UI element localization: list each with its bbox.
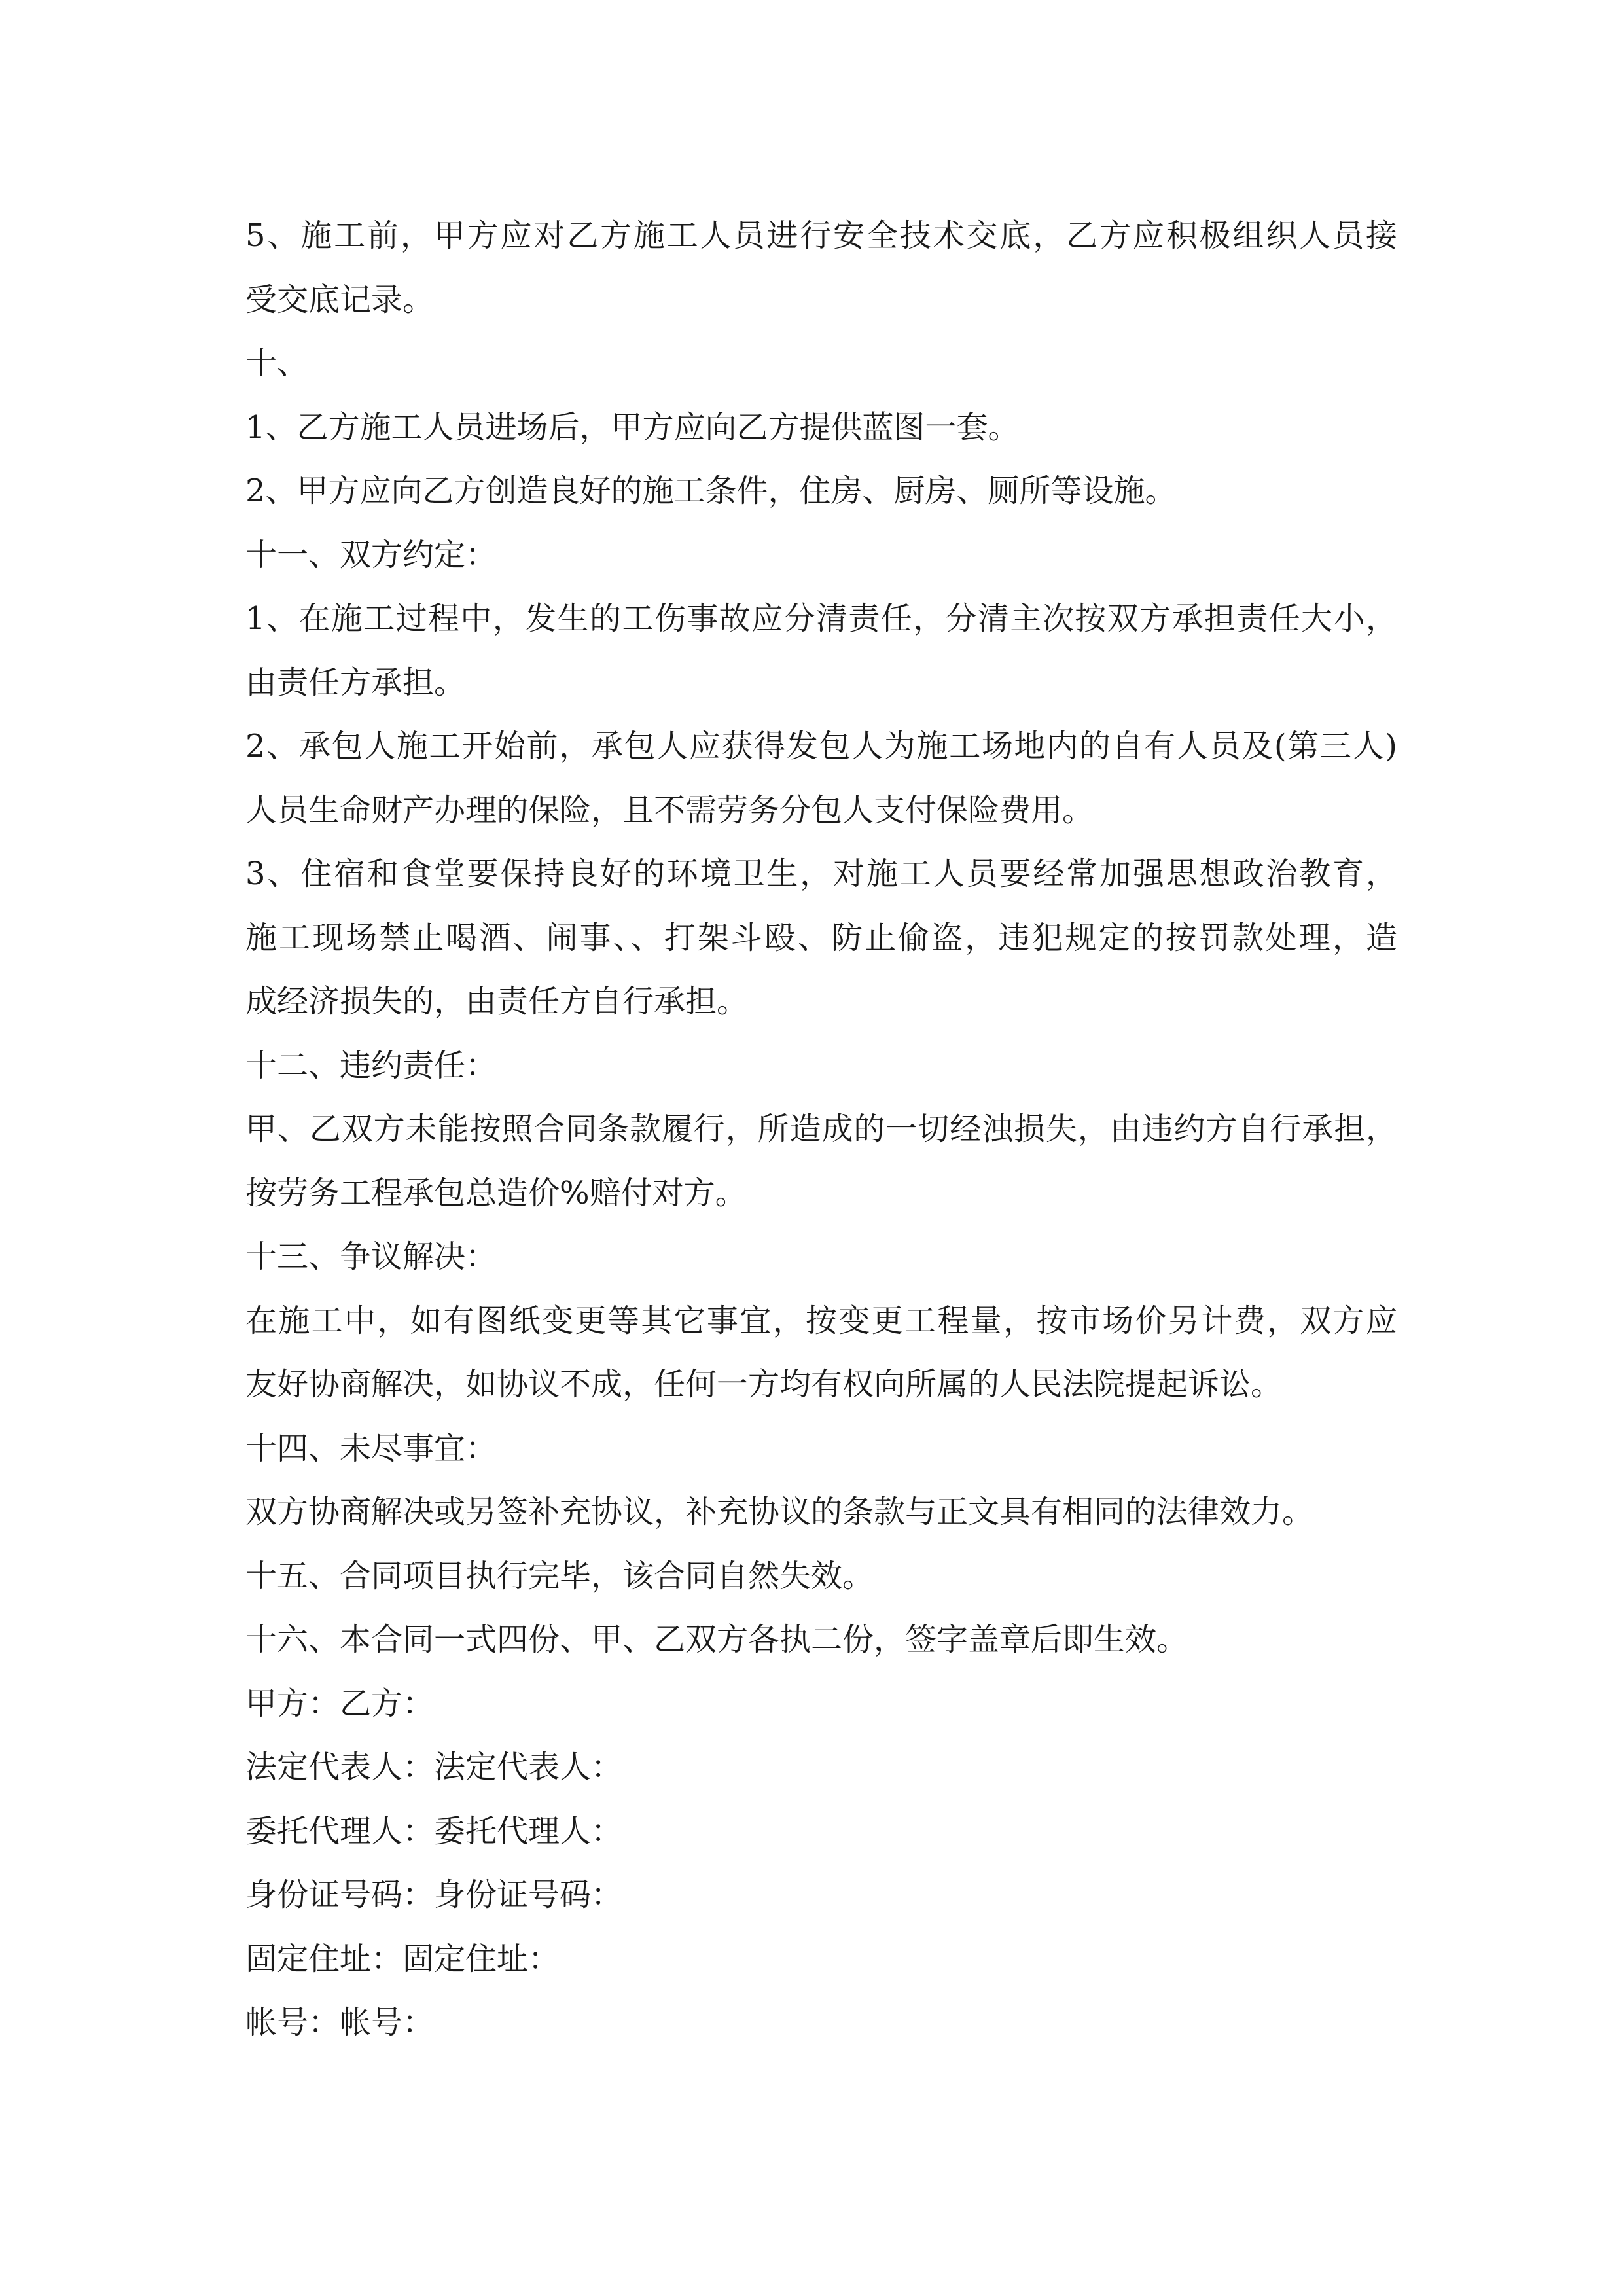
section-11-item-3-line-2: 施工现场禁止喝酒、闹事、、打架斗殴、防止偷盗，违犯规定的按罚款处理，造 — [245, 919, 1397, 956]
section-10-heading: 十、 — [245, 345, 309, 382]
signature-legal-representative: 法定代表人：法定代表人： — [245, 1749, 623, 1785]
section-14-heading: 十四、未尽事宜： — [245, 1429, 497, 1467]
section-11-item-3-line-1: 3、住宿和食堂要保持良好的环境卫生，对施工人员要经常加强思想政治教育， — [245, 855, 1397, 892]
section-13-text-line-1: 在施工中，如有图纸变更等其它事宜，按变更工程量，按市场价另计费，双方应 — [245, 1302, 1397, 1339]
signature-authorized-agent: 委托代理人：委托代理人： — [245, 1812, 623, 1850]
section-12-text-line-1: 甲、乙双方未能按照合同条款履行，所造成的一切经浊损失，由违约方自行承担， — [245, 1111, 1397, 1147]
clause-5-line-2: 受交底记录。 — [245, 281, 435, 318]
signature-account-number: 帐号：帐号： — [245, 2004, 435, 2041]
section-11-item-3-line-3: 成经济损失的，由责任方自行承担。 — [245, 983, 749, 1020]
section-11-item-1-line-2: 由责任方承担。 — [245, 664, 466, 701]
section-10-item-1: 1、乙方施工人员进场后，甲方应向乙方提供蓝图一套。 — [245, 408, 1020, 446]
section-11-heading: 十一、双方约定： — [245, 536, 497, 573]
document-body — [245, 204, 1397, 2055]
section-11-item-2-line-2: 人员生命财产办理的保险，且不需劳务分包人支付保险费用。 — [245, 791, 1094, 829]
signature-fixed-address: 固定住址：固定住址： — [245, 1940, 560, 1977]
clause-5-line-1: 5、施工前，甲方应对乙方施工人员进行安全技术交底，乙方应积极组织人员接 — [245, 217, 1397, 254]
section-12-heading: 十二、违约责任： — [245, 1047, 497, 1084]
section-13-text-line-2: 友好协商解决，如协议不成，任何一方均有权向所属的人民法院提起诉讼。 — [245, 1366, 1283, 1403]
section-15-text: 十五、合同项目执行完毕，该合同自然失效。 — [245, 1557, 874, 1594]
section-12-text-line-2: 按劳务工程承包总造价%赔付对方。 — [245, 1174, 747, 1211]
section-16-text: 十六、本合同一式四份、甲、乙双方各执二份，签字盖章后即生效。 — [245, 1621, 1188, 1658]
signature-id-number: 身份证号码：身份证号码： — [245, 1876, 623, 1913]
section-13-heading: 十三、争议解决： — [245, 1238, 497, 1275]
signature-party-labels: 甲方：乙方： — [245, 1685, 435, 1722]
section-14-text: 双方协商解决或另签补充协议，补充协议的条款与正文具有相同的法律效力。 — [245, 1494, 1314, 1530]
section-11-item-2-line-1: 2、承包人施工开始前，承包人应获得发包人为施工场地内的自有人员及(第三人) — [245, 728, 1397, 764]
section-10-item-2: 2、甲方应向乙方创造良好的施工条件，住房、厨房、厕所等设施。 — [245, 473, 1177, 509]
section-11-item-1-line-1: 1、在施工过程中，发生的工伤事故应分清责任，分清主次按双方承担责任大小， — [245, 600, 1397, 637]
